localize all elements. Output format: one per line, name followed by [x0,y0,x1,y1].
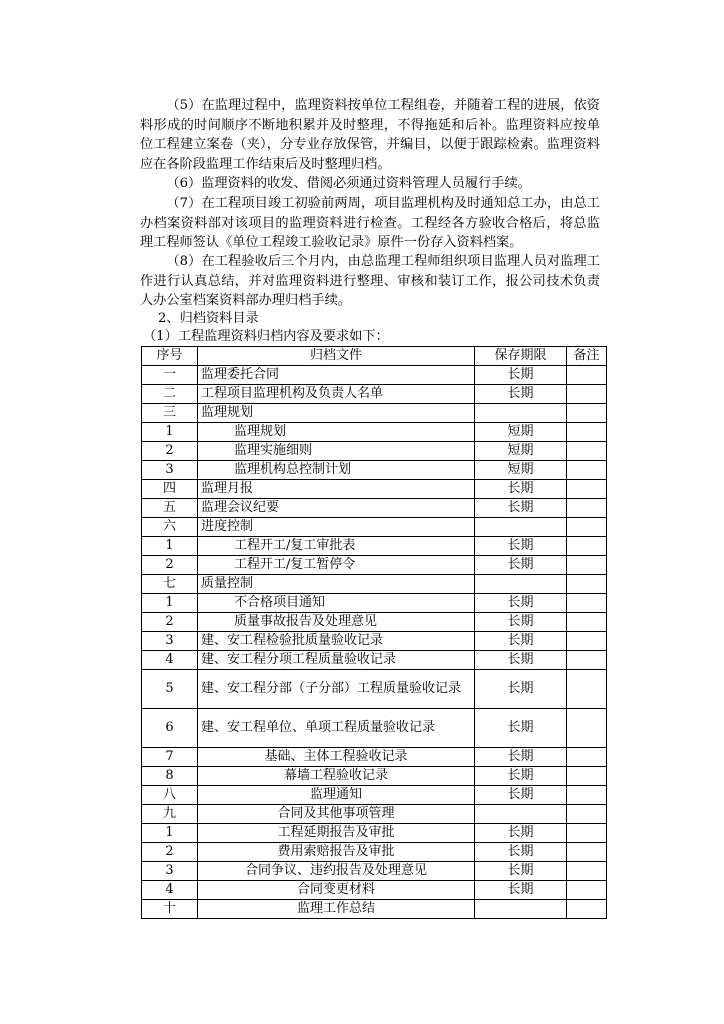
row-document: 合同变更材料 [198,881,475,900]
table-header-row [142,347,607,366]
row-retention: 长期 [475,767,567,786]
row-remarks [567,748,607,767]
row-document: 进度控制 [198,518,475,537]
header-remarks: 备注 [567,347,607,366]
row-number: 3 [142,632,198,651]
row-document: 监理月报 [198,480,475,499]
row-number: 1 [142,594,198,613]
row-remarks [567,575,607,594]
row-number: 四 [142,480,198,499]
row-retention: 长期 [475,594,567,613]
row-document: 建、安工程检验批质量验收记录 [198,632,475,651]
row-remarks [567,651,607,670]
row-retention: 长期 [475,632,567,651]
row-document: 建、安工程单位、单项工程质量验收记录 [198,709,475,748]
row-number: 1 [142,824,198,843]
table-row [142,613,607,632]
row-remarks [567,423,607,442]
row-document: 建、安工程分项工程质量验收记录 [198,651,475,670]
row-retention: 短期 [475,461,567,480]
row-number: 8 [142,767,198,786]
row-remarks [567,632,607,651]
row-number: 三 [142,404,198,423]
row-retention [475,805,567,824]
row-retention: 短期 [475,442,567,461]
table-row [142,461,607,480]
row-remarks [567,786,607,805]
row-document: 工程开工/复工审批表 [198,537,475,556]
row-retention: 长期 [475,556,567,575]
row-number: 1 [142,423,198,442]
row-document: 监理实施细则 [198,442,475,461]
row-number: 五 [142,499,198,518]
row-retention: 长期 [475,709,567,748]
row-number: 2 [142,556,198,575]
row-number: 3 [142,862,198,881]
row-remarks [567,594,607,613]
row-retention: 长期 [475,499,567,518]
row-remarks [567,862,607,881]
row-number: 2 [142,613,198,632]
table-row [142,824,607,843]
row-number: 二 [142,385,198,404]
row-document: 基础、主体工程验收记录 [198,748,475,767]
row-retention: 长期 [475,651,567,670]
row-document: 监理委托合同 [198,366,475,385]
row-remarks [567,499,607,518]
table-row [142,767,607,786]
row-number: 六 [142,518,198,537]
row-number: 4 [142,881,198,900]
row-number: 七 [142,575,198,594]
row-number: 十 [142,900,198,919]
row-retention [475,900,567,919]
table-row [142,480,607,499]
table-row [142,786,607,805]
table-row [142,518,607,537]
header-document: 归档文件 [198,347,475,366]
row-document: 建、安工程分部（子分部）工程质量验收记录 [198,670,475,709]
row-number: 6 [142,709,198,748]
row-retention: 长期 [475,366,567,385]
row-remarks [567,881,607,900]
row-document: 费用索赔报告及审批 [198,843,475,862]
table-row [142,881,607,900]
table-row [142,575,607,594]
row-retention [475,518,567,537]
table-intro: （1）工程监理资料归档内容及要求如下： [143,329,389,344]
table-row [142,594,607,613]
row-document: 合同争议、违约报告及处理意见 [198,862,475,881]
row-retention: 长期 [475,862,567,881]
table-row [142,366,607,385]
paragraph-7: （7）在工程项目竣工初验前两周，项目监理机构及时通知总工办，由总工办档案资料部对该项目的监理资料进行检查。工程经各方验收合格后，将总监理工程师签认《单位工程竣工验收记录》原件一份存入资料档案。 [140,196,600,250]
row-number: 5 [142,670,198,709]
table-body [142,366,607,919]
row-remarks [567,556,607,575]
row-retention: 长期 [475,480,567,499]
row-remarks [567,709,607,748]
row-document: 监理机构总控制计划 [198,461,475,480]
row-remarks [567,767,607,786]
row-retention: 长期 [475,670,567,709]
row-number: 八 [142,786,198,805]
table-row [142,670,607,709]
row-remarks [567,366,607,385]
row-retention: 长期 [475,881,567,900]
row-number: 九 [142,805,198,824]
row-document: 合同及其他事项管理 [198,805,475,824]
row-number: 3 [142,461,198,480]
row-remarks [567,824,607,843]
row-document: 工程项目监理机构及负责人名单 [198,385,475,404]
row-document: 工程延期报告及审批 [198,824,475,843]
row-retention: 长期 [475,748,567,767]
row-retention: 长期 [475,613,567,632]
table-row [142,442,607,461]
row-document: 监理会议纪要 [198,499,475,518]
table-row [142,805,607,824]
row-remarks [567,404,607,423]
table-row [142,900,607,919]
row-document: 不合格项目通知 [198,594,475,613]
row-remarks [567,385,607,404]
header-retention: 保存期限 [475,347,567,366]
table-row [142,651,607,670]
row-number: 2 [142,442,198,461]
row-document: 监理工作总结 [198,900,475,919]
row-document: 质量控制 [198,575,475,594]
table-row [142,385,607,404]
row-remarks [567,518,607,537]
row-number: 2 [142,843,198,862]
row-remarks [567,461,607,480]
row-retention [475,404,567,423]
row-number: 4 [142,651,198,670]
paragraph-8: （8）在工程验收后三个月内，由总监理工程师组织项目监理人员对监理工作进行认真总结，并对监理资料进行整理、审核和装订工作，报公司技术负责人办公室档案资料部办理归档手续。 [140,254,600,308]
archive-table [141,346,607,919]
row-remarks [567,537,607,556]
row-retention [475,575,567,594]
table-row [142,632,607,651]
paragraph-6: （6）监理资料的收发、借阅必须通过资料管理人员履行手续。 [166,176,531,191]
row-number: 1 [142,537,198,556]
row-document: 幕墙工程验收记录 [198,767,475,786]
table-row [142,499,607,518]
row-retention: 长期 [475,843,567,862]
row-document: 工程开工/复工暂停令 [198,556,475,575]
row-remarks [567,480,607,499]
row-remarks [567,670,607,709]
table-row [142,537,607,556]
table-row [142,423,607,442]
table-row [142,709,607,748]
row-document: 监理规划 [198,404,475,423]
row-remarks [567,843,607,862]
paragraph-5: （5）在监理过程中，监理资料按单位工程组卷，并随着工程的进展，依资料形成的时间顺序不断地积累并及时整理，不得拖延和后补。监理资料应按单位工程建立案卷（夹），分专业存放保管，并编目，以便于跟踪检索。监理资料应在各阶段监理工作结束后及时整理归档。 [140,98,600,172]
header-no: 序号 [142,347,198,366]
row-retention: 长期 [475,786,567,805]
table-row [142,748,607,767]
row-retention: 长期 [475,385,567,404]
table-row [142,862,607,881]
row-remarks [567,900,607,919]
row-retention: 短期 [475,423,567,442]
row-number: 7 [142,748,198,767]
row-retention: 长期 [475,537,567,556]
row-document: 监理规划 [198,423,475,442]
table-row [142,843,607,862]
row-number: 一 [142,366,198,385]
section-heading: 2、归档资料目录 [158,311,259,326]
table-row [142,556,607,575]
row-remarks [567,442,607,461]
table-row [142,404,607,423]
row-remarks [567,613,607,632]
row-remarks [567,805,607,824]
row-retention: 长期 [475,824,567,843]
row-document: 质量事故报告及处理意见 [198,613,475,632]
row-document: 监理通知 [198,786,475,805]
